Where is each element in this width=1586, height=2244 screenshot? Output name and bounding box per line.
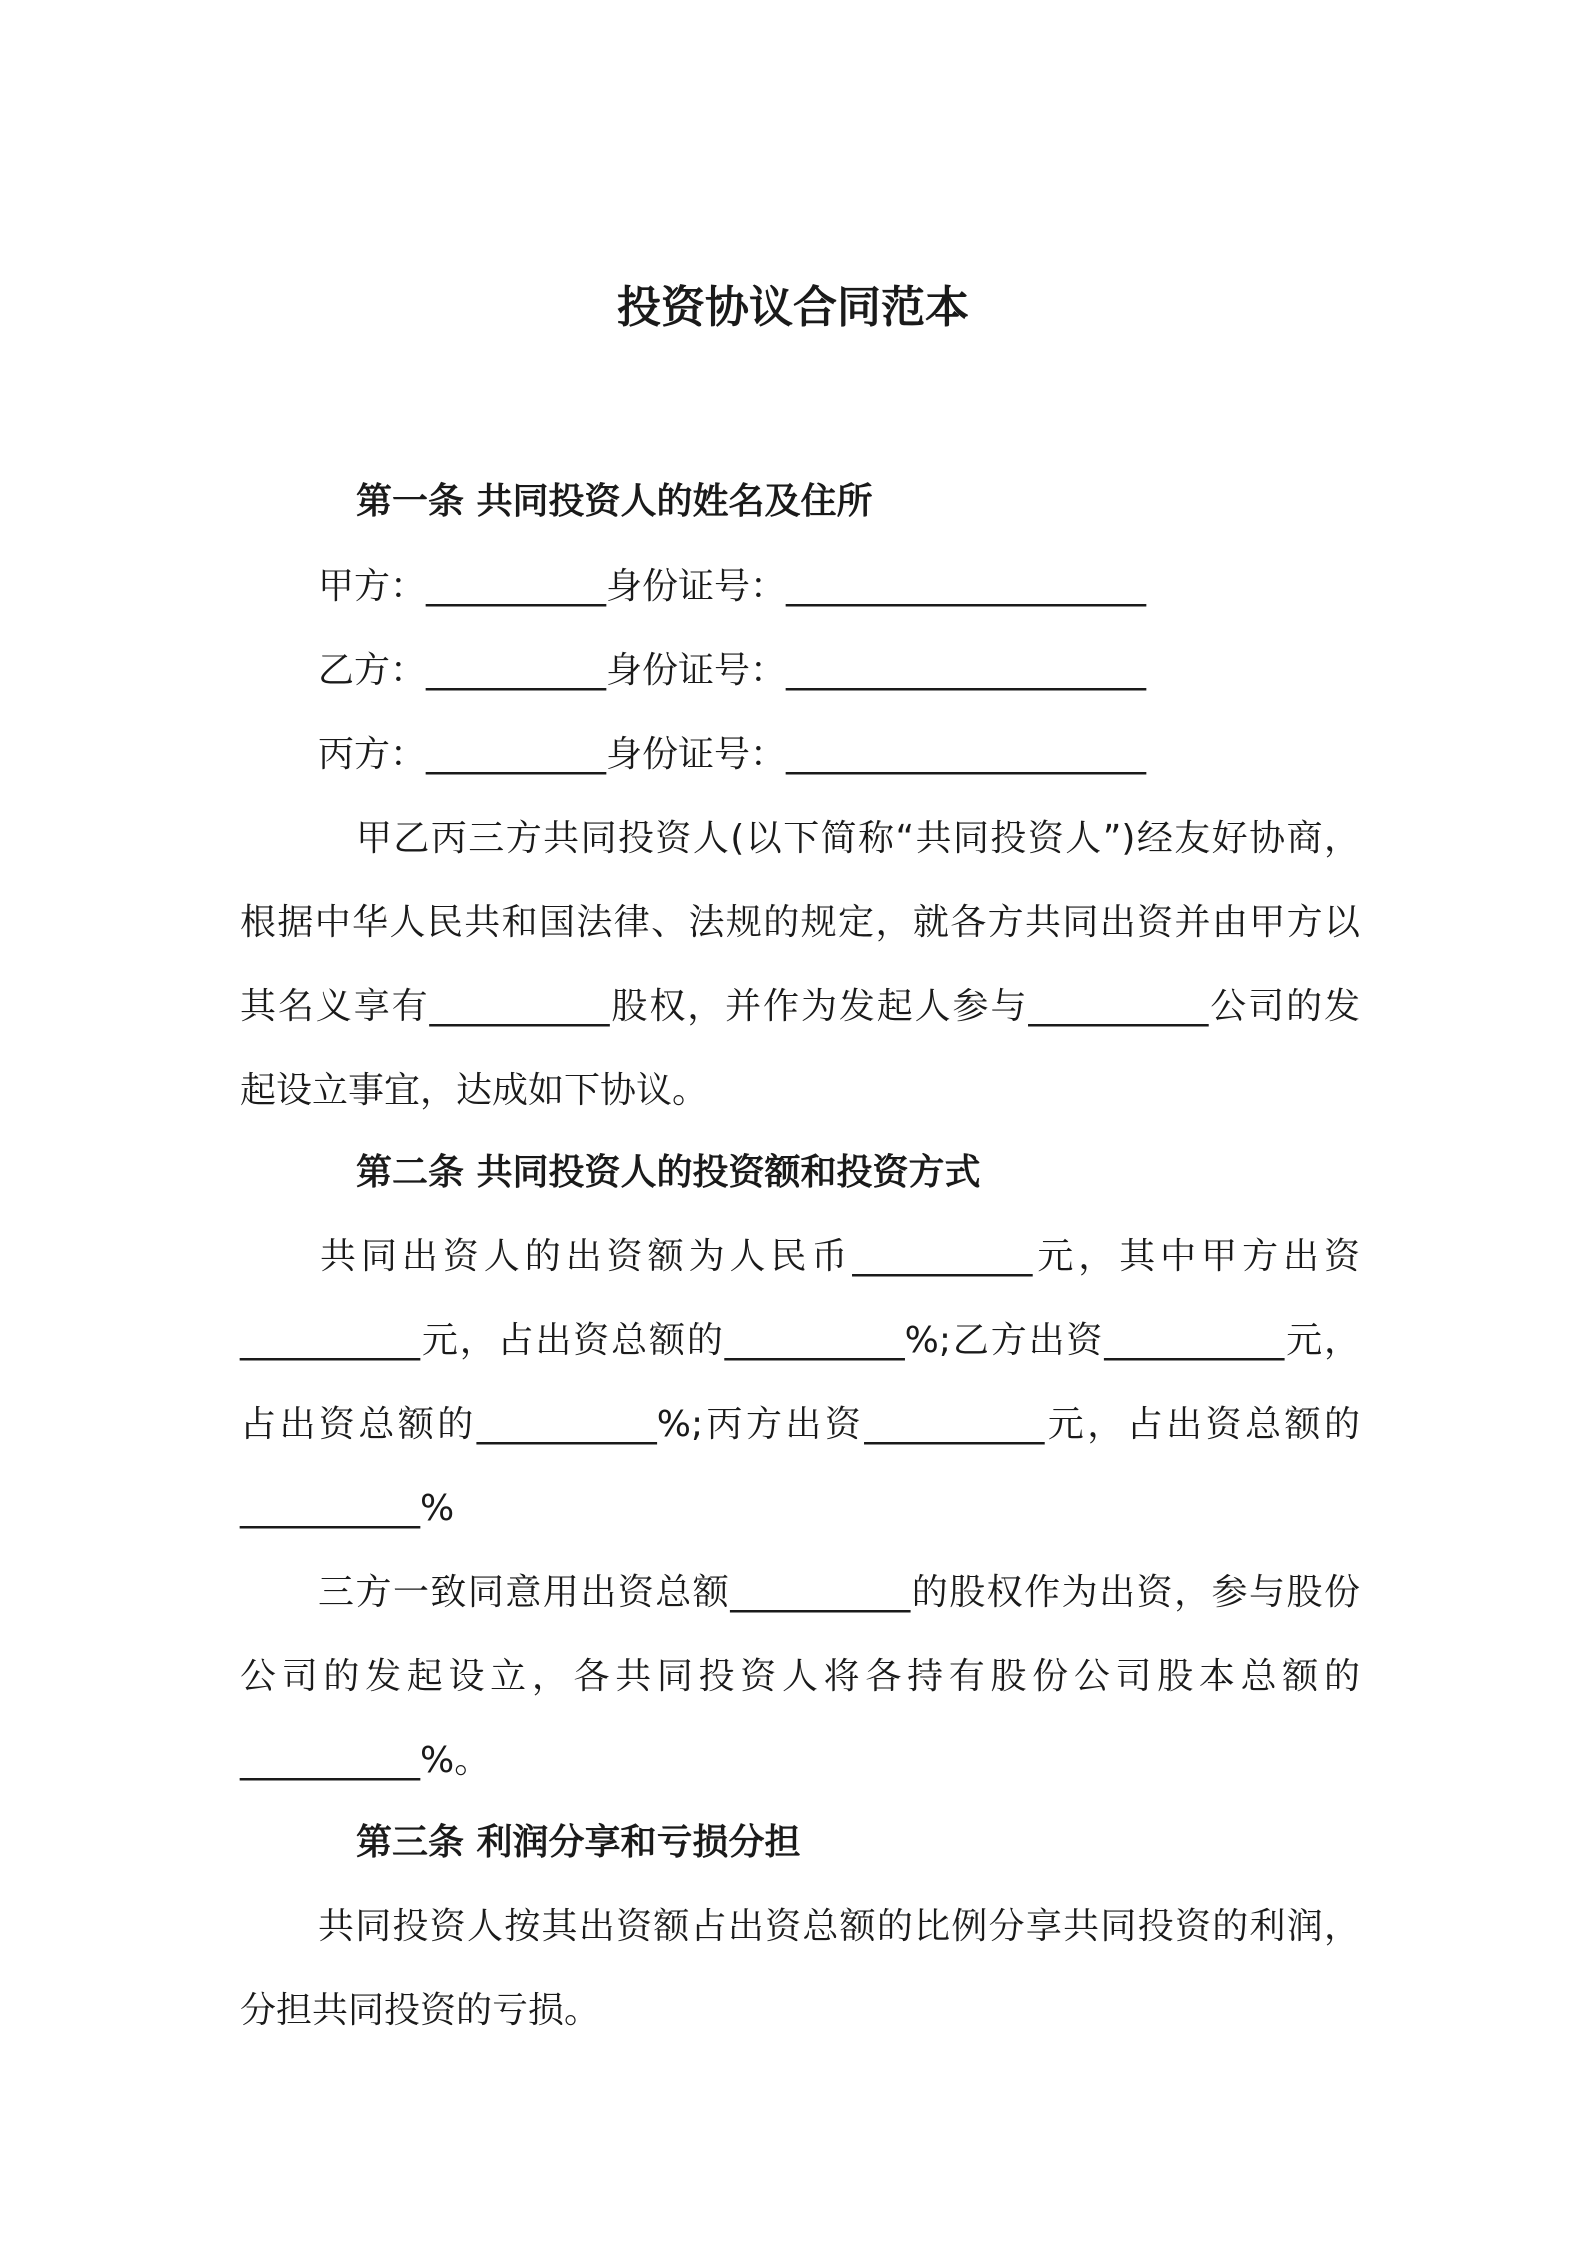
- party-b-line: 乙方：__________身份证号：____________________: [318, 650, 1147, 691]
- party-c-line: 丙方：__________身份证号：____________________: [318, 734, 1147, 775]
- paragraph-2-line-3: 占出资总额的__________%;丙方出资__________元，占出资总额的: [240, 1404, 1360, 1445]
- paragraph-2-line-2: __________元，占出资总额的__________%;乙方出资__________元，: [240, 1320, 1360, 1361]
- article-3-heading: 第三条 利润分享和亏损分担: [356, 1822, 801, 1863]
- paragraph-1-line-2: 根据中华人民共和国法律、法规的规定，就各方共同出资并由甲方以: [240, 902, 1360, 943]
- paragraph-1-line-1: 甲乙丙三方共同投资人(以下简称“共同投资人”)经友好协商，: [356, 818, 1360, 859]
- party-a-line: 甲方：__________身份证号：____________________: [318, 566, 1147, 607]
- paragraph-3-line-3: __________%。: [240, 1740, 491, 1781]
- paragraph-3-line-2: 公司的发起设立，各共同投资人将各持有股份公司股本总额的: [240, 1656, 1360, 1697]
- page-title: 投资协议合同范本: [617, 282, 969, 333]
- article-2-heading: 第二条 共同投资人的投资额和投资方式: [356, 1152, 981, 1193]
- paragraph-1-line-3: 其名义享有__________股权，并作为发起人参与__________公司的发: [240, 986, 1360, 1027]
- paragraph-2-line-4: __________%: [240, 1488, 455, 1529]
- article-1-heading: 第一条 共同投资人的姓名及住所: [356, 481, 873, 522]
- paragraph-1-line-4: 起设立事宜，达成如下协议。: [240, 1070, 709, 1111]
- paragraph-4-line-1: 共同投资人按其出资额占出资总额的比例分享共同投资的利润，: [318, 1906, 1360, 1947]
- paragraph-3-line-1: 三方一致同意用出资总额__________的股权作为出资，参与股份: [318, 1572, 1360, 1613]
- paragraph-4-line-2: 分担共同投资的亏损。: [240, 1990, 601, 2031]
- paragraph-2-line-1: 共同出资人的出资额为人民币__________元，其中甲方出资: [320, 1236, 1360, 1277]
